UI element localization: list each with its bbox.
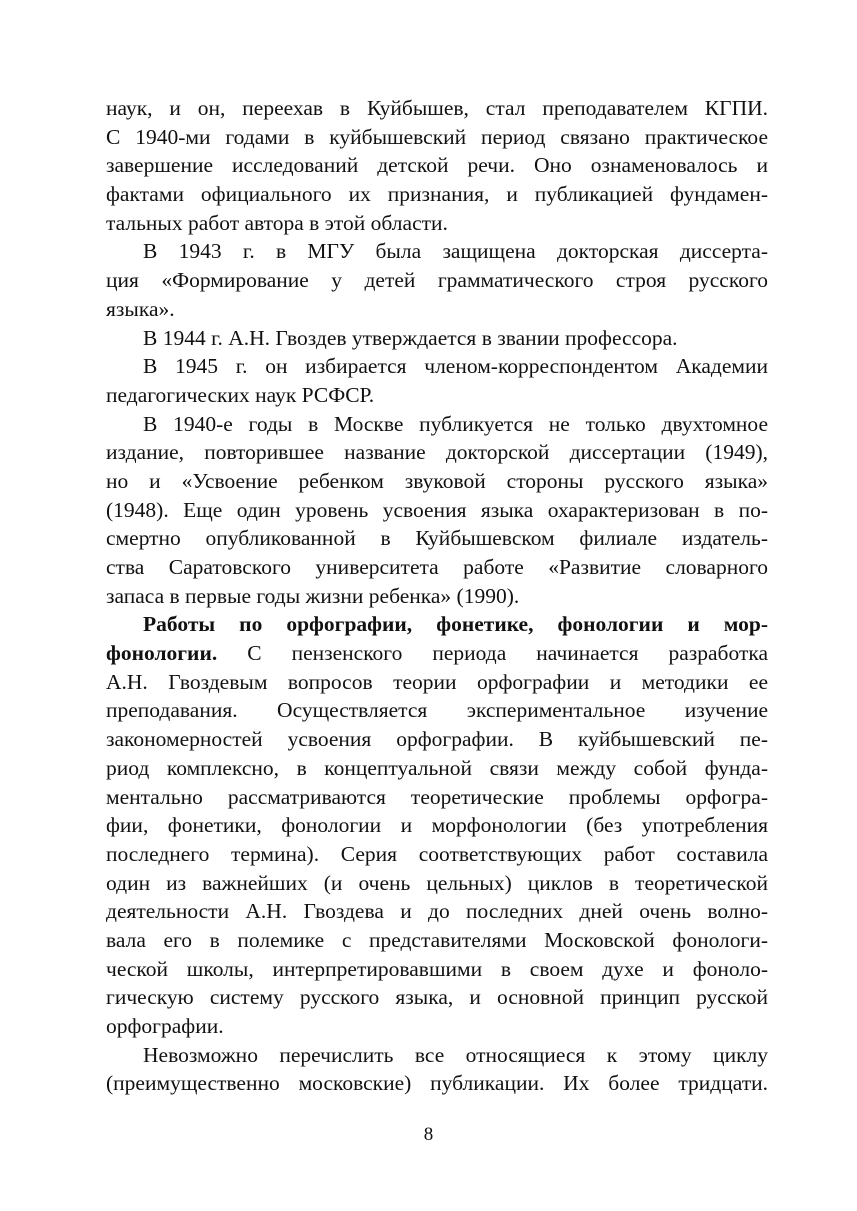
- text-line: ческой школы, интерпретировавшими в своем духе и фоноло-: [106, 956, 768, 981]
- page-number: 8: [423, 1124, 434, 1145]
- text-line: последнего термина). Серия соответствующих работ составила: [106, 841, 768, 866]
- paragraph: [106, 610, 768, 1040]
- section-heading-line: Работы по орфографии, фонетике, фонологии и мор-: [143, 612, 768, 637]
- text-line: фии, фонетики, фонологии и морфонологии (без употребления: [106, 813, 768, 838]
- text-line: закономерностей усвоения орфографии. В куйбышевский пе-: [106, 727, 768, 752]
- text-line: преподавания. Осуществляется экспериментальное изучение: [106, 698, 768, 723]
- paragraph: [106, 324, 768, 353]
- text-line: (преимущественно московские) публикации. Их более тридцати.: [106, 1071, 768, 1096]
- text-line: А.Н. Гвоздевым вопросов теории орфографии и методики ее: [106, 669, 768, 694]
- text-run: С пензенского периода начинается разработка: [217, 641, 768, 666]
- text-line: вала его в полемике с представителями Московской фонологи-: [106, 927, 768, 952]
- text-line: ства Саратовского университета работе «Развитие словарного: [106, 555, 768, 579]
- text-line: деятельности А.Н. Гвоздева и до последних дней очень волно-: [106, 899, 768, 924]
- text-line: В 1945 г. он избирается членом-корреспондентом Академии: [143, 354, 768, 379]
- text-line: фактами официального их признания, и публикацией фундамен-: [106, 182, 768, 207]
- text-line: (1948). Еще один уровень усвоения языка охарактеризован в по-: [106, 497, 768, 522]
- text-line: языка».: [106, 296, 175, 321]
- section-heading: фонологии.: [106, 641, 218, 666]
- text-line: но и «Усвоение ребенком звуковой стороны русского языка»: [106, 468, 768, 493]
- text-line: ция «Формирование у детей грамматического строя русского: [106, 268, 768, 293]
- text-line: тальных работ автора в этой области.: [106, 210, 448, 235]
- paragraph: [106, 94, 768, 237]
- text-line: наук, и он, переехав в Куйбышев, стал преподавателем КГПИ.: [106, 96, 768, 120]
- paragraph: [106, 352, 768, 409]
- text-line: гическую систему русского языка, и основной принцип русской: [106, 985, 768, 1010]
- text-line: орфографии.: [106, 1014, 224, 1038]
- paragraph: [106, 410, 768, 611]
- paragraph: [106, 237, 768, 323]
- paragraph: [106, 1041, 768, 1098]
- text-line: С 1940-ми годами в куйбышевский период связано практическое: [106, 124, 768, 149]
- text-line: смертно опубликованной в Куйбышевском филиале издатель-: [106, 526, 768, 551]
- text-line: запаса в первые годы жизни ребенка» (1990).: [106, 583, 520, 608]
- text-line: В 1940-е годы в Москве публикуется не только двухтомное: [143, 411, 768, 436]
- text-line: В 1944 г. А.Н. Гвоздев утверждается в звании профессора.: [143, 325, 678, 350]
- text-line: риод комплексно, в концептуальной связи между собой фунда-: [106, 755, 768, 780]
- text-line: В 1943 г. в МГУ была защищена докторская диссерта-: [143, 239, 768, 264]
- text-line: ментально рассматриваются теоретические проблемы орфогра-: [106, 784, 768, 809]
- text-line: [106, 639, 768, 668]
- text-line: издание, повторившее название докторской диссертации (1949),: [106, 440, 768, 465]
- text-line: Невозможно перечислить все относящиеся к этому циклу: [143, 1042, 768, 1067]
- text-line: педагогических наук РСФСР.: [106, 382, 375, 407]
- text-line: завершение исследований детской речи. Оно ознаменовалось и: [106, 153, 768, 178]
- body-text: [106, 94, 768, 1098]
- text-line: один из важнейших (и очень цельных) циклов в теоретической: [106, 870, 768, 895]
